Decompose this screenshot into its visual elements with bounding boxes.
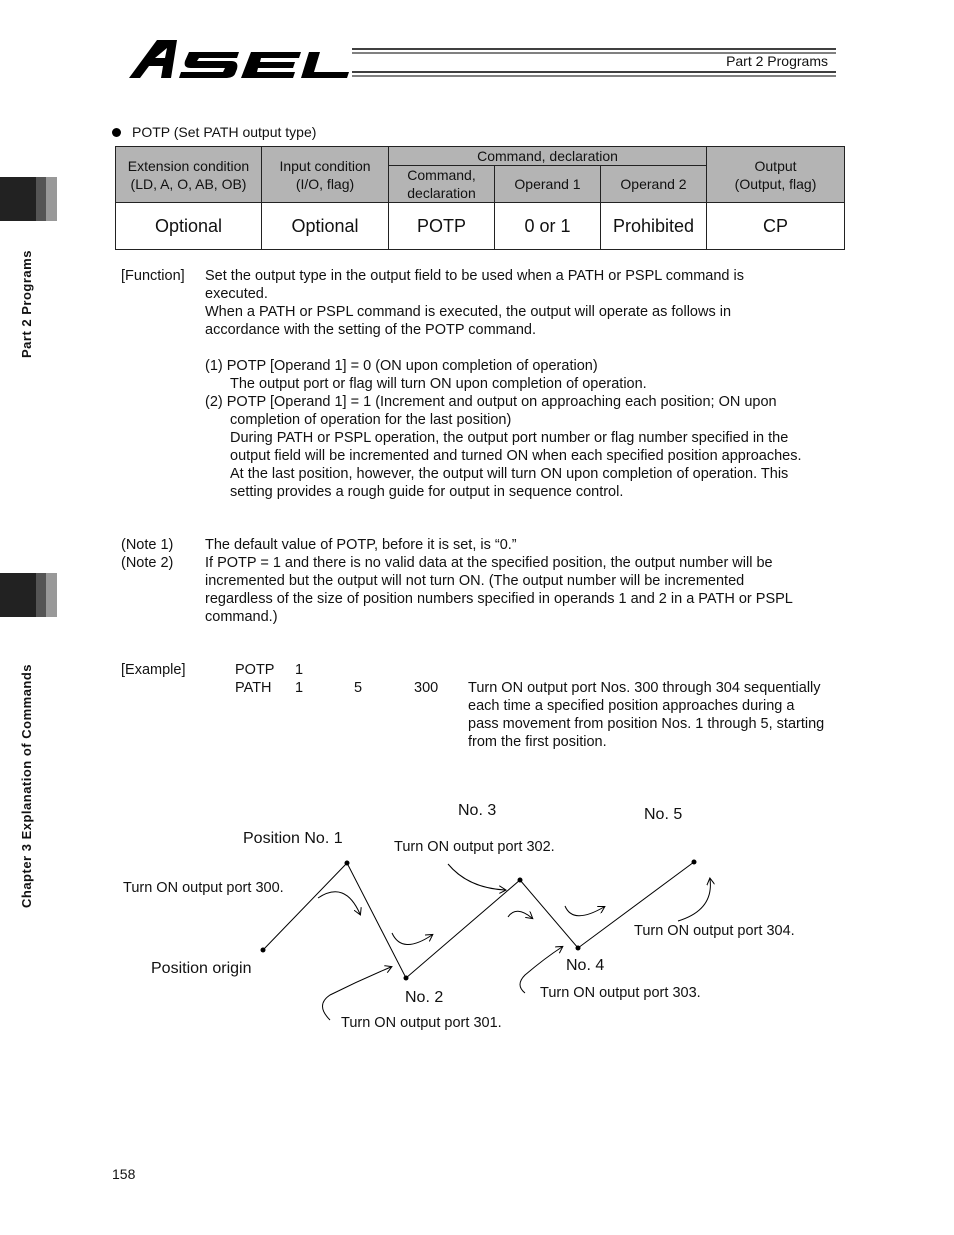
note1-text: The default value of POTP, before it is set, is “0.” <box>205 537 517 553</box>
position-2-point <box>404 976 409 981</box>
label-no3: No. 3 <box>458 802 497 819</box>
example-path-output: 300 <box>414 680 439 696</box>
label-no4: No. 4 <box>566 957 605 974</box>
motion-arrow <box>565 906 604 916</box>
table-cell: Optional <box>262 203 389 250</box>
position-1-point <box>345 861 350 866</box>
side-label-part2: Part 2 Programs <box>19 250 34 358</box>
page-number: 158 <box>112 1166 136 1182</box>
note2-label: (Note 2) <box>121 555 174 571</box>
function-text: Set the output type in the output field to be used when a PATH or PSPL command is executed. When a PATH or PSPL command is executed, the output will operate as follows in accordance with the setting of the POTP command. <box>205 268 744 338</box>
example-description: Turn ON output port Nos. 300 through 304 sequentially each time a specified position approaches during a pass movement from position Nos. 1 through 5, starting from the first position. <box>468 680 825 750</box>
note1-label: (Note 1) <box>121 537 174 553</box>
label-output-300: Turn ON output port 300. <box>123 880 284 896</box>
label-no5: No. 5 <box>644 806 683 823</box>
position-4-point <box>576 946 581 951</box>
command-declaration-header: Command, declaration <box>389 166 495 203</box>
output-header: Output (Output, flag) <box>707 147 845 203</box>
table-cell: Optional <box>116 203 262 250</box>
motion-arrow <box>508 911 532 918</box>
position-5-point <box>692 860 697 865</box>
motion-arrow <box>318 892 360 914</box>
example-cmd-path: PATH <box>235 680 272 696</box>
example-cmd-potp: POTP <box>235 662 275 678</box>
example-potp-operand: 1 <box>295 662 304 678</box>
table-cell: Prohibited <box>601 203 707 250</box>
table-cell: 0 or 1 <box>495 203 601 250</box>
command-title: POTP (Set PATH output type) <box>132 124 317 140</box>
operand1-header: Operand 1 <box>495 166 601 203</box>
input-condition-header: Input condition (I/O, flag) <box>262 147 389 203</box>
label-output-303: Turn ON output port 303. <box>540 985 701 1001</box>
operand2-header: Operand 2 <box>601 166 707 203</box>
leader-arrow <box>448 864 505 890</box>
example-path-operand1: 1 <box>295 680 304 696</box>
label-output-302: Turn ON output port 302. <box>394 839 555 855</box>
position-origin-point <box>261 948 266 953</box>
function-item-1: (1) POTP [Operand 1] = 0 (ON upon completion of operation) The output port or flag will turn ON upon completion of operation. (2) POTP [Operand 1] = 1 (Increment and output on approaching each position; ON upon completion of operation for the last position) During PATH or PSPL operation, the output port number or flag number specified in the output field will be incremented and turned ON when each specified position approaches. At the last position, however, the output will turn ON upon completion of operation. This setting provides a rough guide for output in sequence control. <box>205 358 802 500</box>
leader-arrow <box>678 879 710 921</box>
ext-condition-header: Extension condition (LD, A, O, AB, OB) <box>116 147 262 203</box>
label-no2: No. 2 <box>405 989 444 1006</box>
table-cell: POTP <box>389 203 495 250</box>
path-line <box>263 862 694 978</box>
leader-arrow <box>323 967 392 1020</box>
label-position-origin: Position origin <box>151 960 252 977</box>
label-output-301: Turn ON output port 301. <box>341 1015 502 1031</box>
motion-arrow <box>392 933 432 945</box>
section-label: Part 2 Programs <box>726 53 828 69</box>
function-label: [Function] <box>121 268 185 284</box>
example-path-operand2: 5 <box>354 680 363 696</box>
label-output-304: Turn ON output port 304. <box>634 923 795 939</box>
position-3-point <box>518 878 523 883</box>
label-position-1: Position No. 1 <box>243 830 343 847</box>
table-cell: CP <box>707 203 845 250</box>
side-label-chapter3: Chapter 3 Explanation of Commands <box>19 663 34 908</box>
example-label: [Example] <box>121 662 186 678</box>
note2-text: If POTP = 1 and there is no valid data at the specified position, the output number will be incremented but the output will not turn ON. (The output number will be incremented regardless of the size of position numbers specified in operands 1 and 2 in a PATH or PSPL command.) <box>205 555 793 625</box>
command-group-header: Command, declaration <box>389 147 707 166</box>
